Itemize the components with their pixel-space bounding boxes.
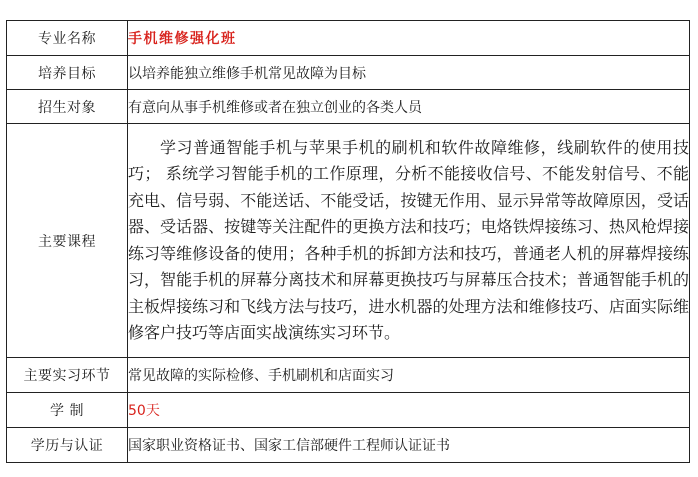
certificate-label: 学历与认证 [7,428,128,463]
practice-value: 常见故障的实际检修、手机刷机和店面实习 [128,358,690,393]
major-value: 手机维修强化班 [128,21,690,56]
duration-value: 50天 [128,393,690,428]
practice-label: 主要实习环节 [7,358,128,393]
row-major [7,21,690,56]
certificate-value: 国家职业资格证书、国家工信部硬件工程师认证证书 [128,428,690,463]
row-duration [7,393,690,428]
courses-value: 学习普通智能手机与苹果手机的刷机和软件故障维修，线刷软件的使用技巧； 系统学习智能手机的工作原理，分析不能接收信号、不能发射信号、不能充电、信号弱、不能送话、不能受话，按键无作用、显示异常等故障原因，受话器、受话器、按键等关注配件的更换方法和技巧；电烙铁焊接练习、热风枪焊接练习等维修设备的使用；各种手机的拆卸方法和技巧，普通老人机的屏幕焊接练习，智能手机的屏幕分离技术和屏幕更换技巧与屏幕压合技术；普通智能手机的主板焊接练习和飞线方法与技巧，进水机器的处理方法和维修技巧、店面实际维修客户技巧等店面实战演练实习环节。 [128,124,690,358]
row-target [7,90,690,124]
course-info-table [6,20,690,463]
duration-label: 学 制 [7,393,128,428]
row-certificate [7,428,690,463]
goal-value: 以培养能独立维修手机常见故障为目标 [128,56,690,90]
row-practice [7,358,690,393]
target-label: 招生对象 [7,90,128,124]
target-value: 有意向从事手机维修或者在独立创业的各类人员 [128,90,690,124]
row-goal [7,56,690,90]
row-courses [7,124,690,358]
goal-label: 培养目标 [7,56,128,90]
major-label: 专业名称 [7,21,128,56]
courses-label: 主要课程 [7,124,128,358]
